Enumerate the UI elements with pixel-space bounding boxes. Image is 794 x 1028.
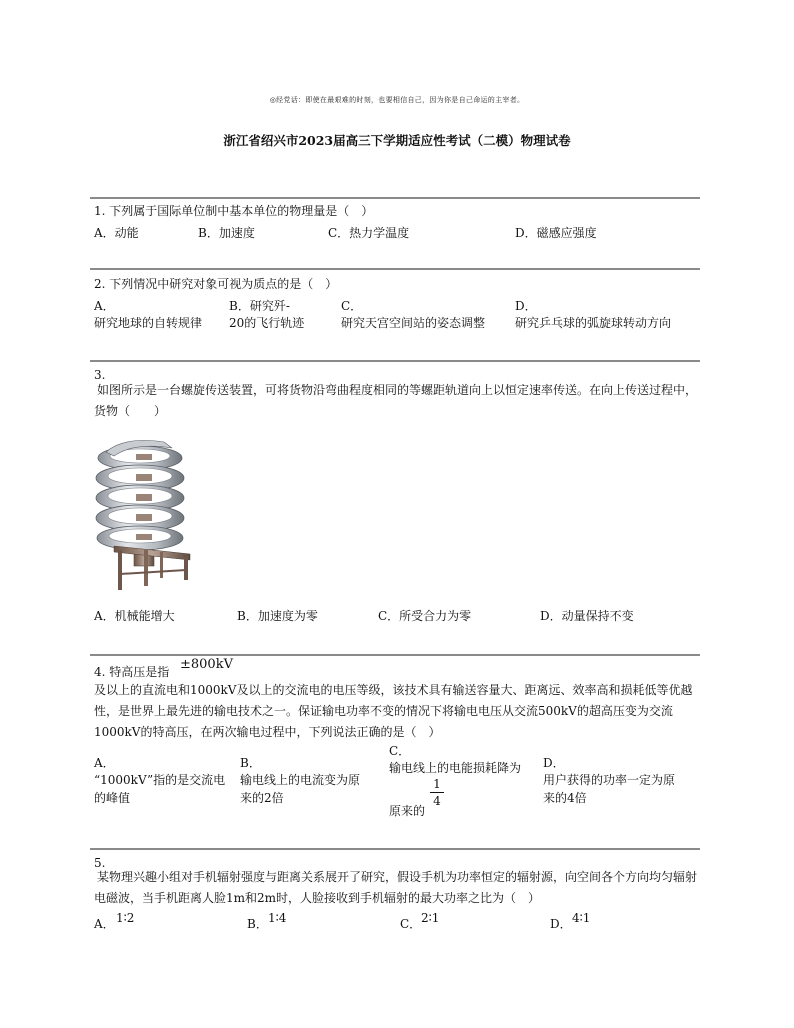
q4-option-d-line1[interactable]: 用户获得的功率一定为原: [543, 773, 676, 787]
q2-option-d-text[interactable]: 研究乒乓球的弧旋球转动方向: [515, 316, 672, 330]
q4-option-b-letter[interactable]: B．: [240, 756, 261, 770]
q3-option-a[interactable]: A．机械能增大: [94, 609, 175, 623]
q1-option-b[interactable]: B．加速度: [198, 226, 255, 240]
q5-option-d-ratio[interactable]: 4∶1: [572, 911, 591, 925]
q5-option-a-ratio[interactable]: 1∶2: [116, 911, 135, 925]
fraction-bar: [430, 792, 444, 793]
q1-option-c[interactable]: C．热力学温度: [328, 226, 410, 240]
spiral-conveyor-image: [94, 434, 198, 592]
q4-body: 及以上的直流电和1000kV及以上的交流电的电压等级，该技术具有输送容量大、距离远、效率高和损耗低等优越性，是世界上最先进的输电技术之一。保证输电功率不变的情况下将输电电压从交流500kV的超高压变为交流1000kV的特高压，在两次输电过程中，下列说法正确的是（ ）: [94, 683, 693, 739]
q2-option-c-text[interactable]: 研究天宫空间站的姿态调整: [341, 316, 486, 330]
q4-option-a-line2[interactable]: 的峰值: [94, 791, 131, 805]
q5-option-a-letter[interactable]: A．: [94, 917, 115, 931]
q1-option-a[interactable]: A．动能: [94, 226, 139, 240]
q5-number: 5.: [94, 856, 106, 870]
q5-option-c-letter[interactable]: C．: [400, 917, 422, 931]
q3-stem: 如图所示是一台螺旋传送装置，可将货物沿弯曲程度相同的等螺距轨道向上以恒定速率传送。在向上传送过程中，货物（ ）: [94, 383, 698, 418]
page-title: 浙江省绍兴市2023届高三下学期适应性考试（二模）物理试卷: [223, 133, 571, 148]
q3-option-c[interactable]: C．所受合力为零: [378, 609, 472, 623]
q2-option-a-text[interactable]: 研究地球的自转规律: [94, 316, 203, 330]
divider: [90, 197, 700, 199]
q4-option-b-line2[interactable]: 来的2倍: [240, 791, 284, 805]
q5-option-b-letter[interactable]: B．: [247, 917, 268, 931]
fraction-denominator: 4: [433, 794, 441, 808]
q4-option-d-line2[interactable]: 来的4倍: [543, 791, 587, 805]
q4-option-a-letter[interactable]: A．: [94, 756, 115, 770]
q5-option-c-ratio[interactable]: 2∶1: [421, 911, 440, 925]
q2-option-b-line2[interactable]: 20的飞行轨迹: [229, 316, 305, 330]
q4-formula: ±800kV: [180, 657, 233, 672]
fraction-numerator: 1: [433, 777, 441, 791]
q2-option-d-letter[interactable]: D．: [515, 299, 537, 313]
motto: ◎经党话：即使在最艰难的时刻，也要相信自己，因为你是自己命运的主宰者。: [269, 96, 525, 104]
divider: [90, 654, 700, 656]
divider: [90, 848, 700, 850]
q2-option-a-letter[interactable]: A．: [94, 299, 115, 313]
q5-option-d-letter[interactable]: D．: [550, 917, 572, 931]
divider: [90, 360, 700, 362]
q5-stem: 某物理兴趣小组对手机辐射强度与距离关系展开了研究，假设手机为功率恒定的辐射源，向空间各个方向均匀辐射电磁波，当手机距离人脸1m和2m时，人脸接收到手机辐射的最大功率之比为（ ）: [94, 870, 698, 905]
q4-option-d-letter[interactable]: D．: [543, 756, 565, 770]
divider: [90, 268, 700, 270]
q2-option-c-letter[interactable]: C．: [341, 299, 363, 313]
q1-stem: 1. 下列属于国际单位制中基本单位的物理量是（ ）: [94, 204, 374, 218]
q4-option-c-line1[interactable]: 输电线上的电能损耗降为: [389, 761, 522, 775]
q4-option-c-line2[interactable]: 原来的: [389, 804, 426, 818]
q3-option-d[interactable]: D．动量保持不变: [540, 609, 634, 623]
q3-number: 3.: [94, 368, 106, 382]
q1-option-d[interactable]: D．磁感应强度: [515, 226, 597, 240]
q2-option-b-line1[interactable]: B．研究歼-: [229, 299, 290, 313]
q4-option-c-fraction: [430, 777, 444, 808]
q4-lead: 4. 特高压是指: [94, 665, 170, 679]
q4-option-a-line1[interactable]: “1000kV”指的是交流电: [94, 773, 226, 787]
q3-option-b[interactable]: B．加速度为零: [237, 609, 318, 623]
q5-option-b-ratio[interactable]: 1∶4: [268, 911, 287, 925]
q2-stem: 2. 下列情况中研究对象可视为质点的是（ ）: [94, 277, 338, 291]
q4-option-b-line1[interactable]: 输电线上的电流变为原: [240, 773, 361, 787]
q4-option-c-letter[interactable]: C．: [389, 744, 411, 758]
